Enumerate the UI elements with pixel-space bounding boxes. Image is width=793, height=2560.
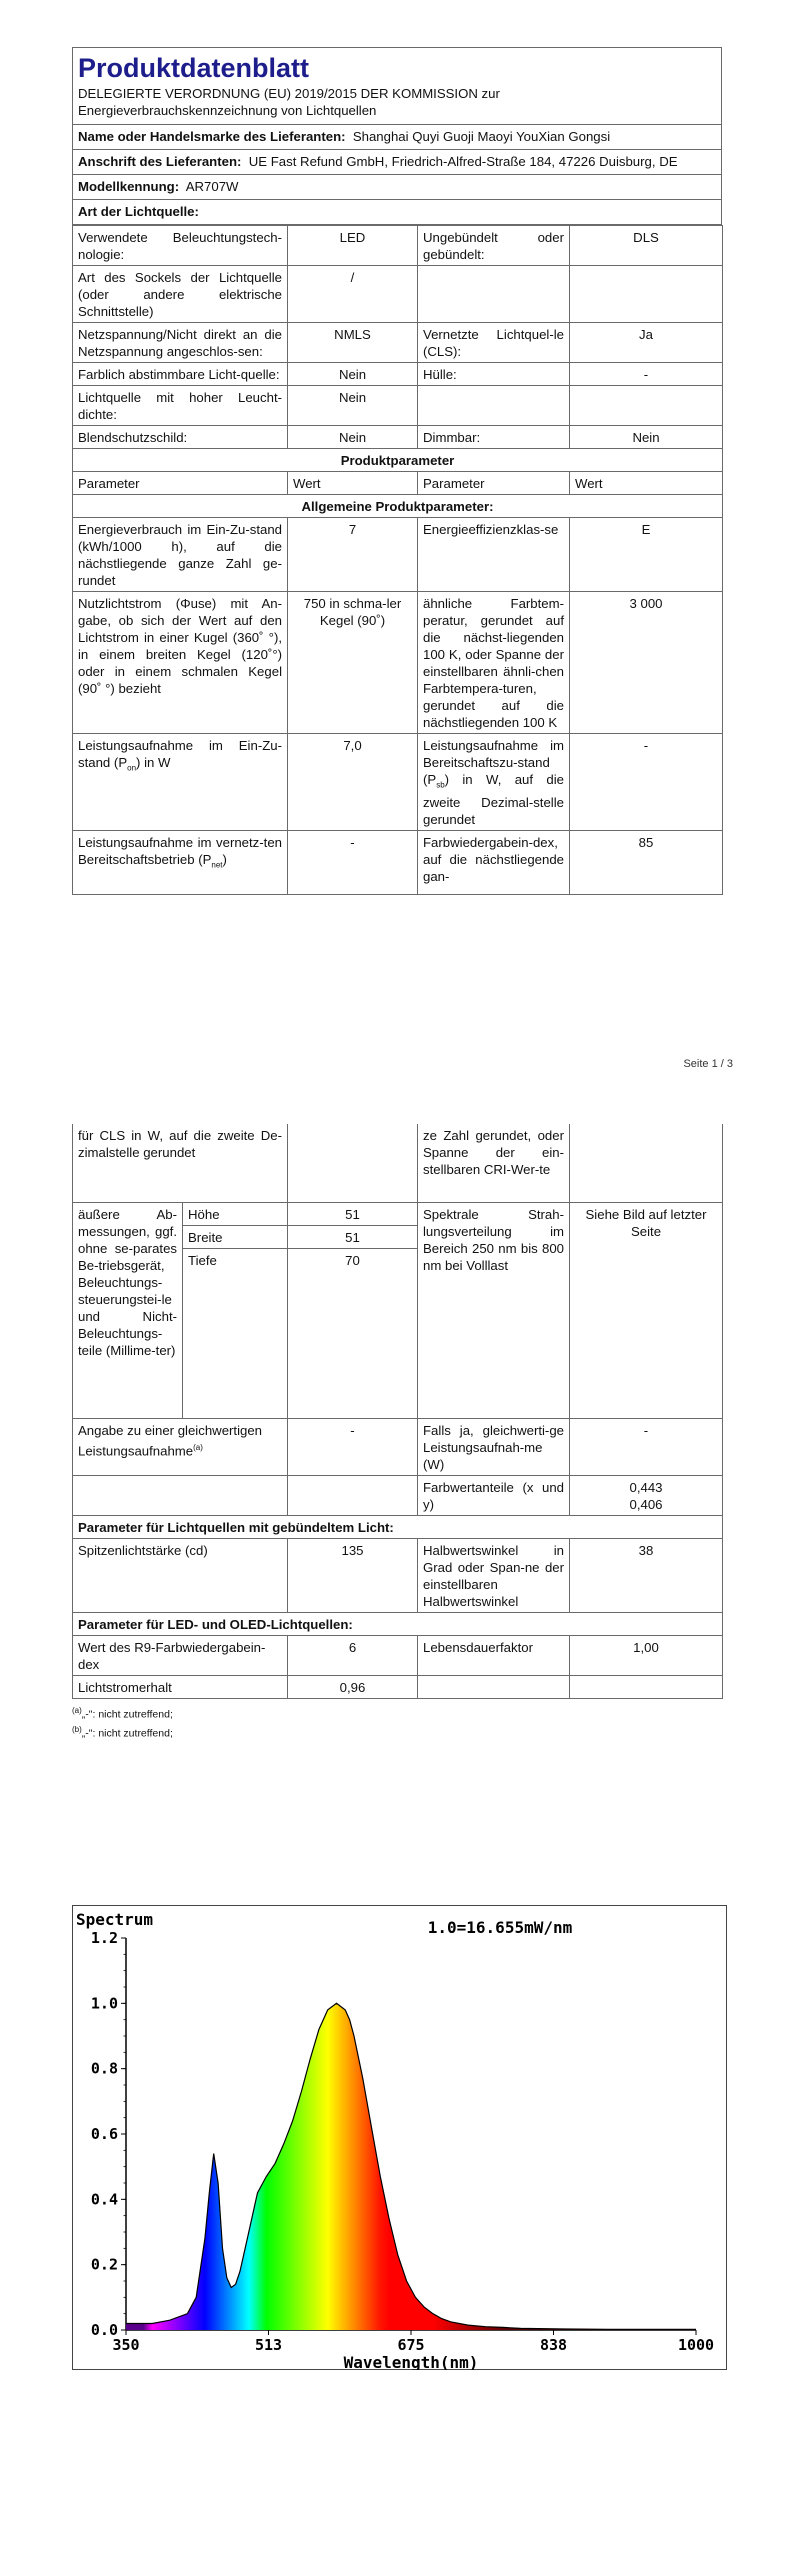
led-parameters-heading: Parameter für LED- und OLED-Lichtquellen: [73,1612,723,1635]
y-tick-label: 0.8 [90,2059,118,2078]
depth-value: 70 [288,1248,418,1418]
spectral-distribution-value: Siehe Bild auf letzter Seite [570,1202,723,1418]
empty-cell [288,1475,418,1515]
y-tick-label: 0.6 [90,2125,118,2143]
type-label [418,386,570,426]
type-value: LED [288,226,418,266]
supplier-address-label: Anschrift des Lieferanten: [78,154,242,169]
useful-flux-value: 750 in schma-ler Kegel (90˚) [288,592,418,734]
width-value: 51 [288,1225,418,1248]
energy-consumption-value: 7 [288,518,418,592]
regulation-line-2: Energieverbrauchskennzeichnung von Lichtquellen [78,103,377,118]
table-row [73,266,723,323]
lumen-maintenance-label: Lichtstromerhalt [73,1675,288,1698]
spectrum-chart-svg [72,1905,727,2370]
type-value: Nein [288,386,418,426]
table-row [73,472,723,495]
page-1 [72,47,722,895]
energy-class-value: E [570,518,723,592]
y-tick-label: 0.4 [90,2190,118,2209]
table-row [73,1635,723,1675]
depth-label: Tiefe [183,1248,288,1418]
page-2 [72,1124,722,1742]
table-row [73,495,723,518]
regulation-line-1: DELEGIERTE VERORDNUNG (EU) 2019/2015 DER KOMMISSION zur [78,86,500,101]
x-axis-label: Wavelength(nm) [343,2353,479,2370]
empty-cell [418,1675,570,1698]
header-block [72,47,722,125]
height-label: Höhe [183,1202,288,1225]
product-parameters-heading: Produktparameter [73,449,723,472]
lumen-maintenance-value: 0,96 [288,1675,418,1698]
type-value: DLS [570,226,723,266]
table-row [73,1475,723,1515]
type-value: - [570,363,723,386]
table-row [73,830,723,894]
spectral-distribution-label: Spektrale Strah-lungsverteilung im Bereich 250 nm bis 800 nm bei Volllast [418,1202,570,1418]
page-title: Produktdatenblatt [78,53,310,83]
r9-label: Wert des R9-Farbwiedergabein-dex [73,1635,288,1675]
empty-cell [570,1675,723,1698]
chart-annotation: 1.0=16.655mW/nm [427,1918,573,1937]
footnote-a: $^{(a)}$„-": nicht zutreffend; [72,1705,173,1720]
r9-value: 6 [288,1635,418,1675]
useful-flux-label: Nutzlichtstrom (Φuse) mit An-gabe, ob sich der Wert auf den Lichtstrom in einer Kugel (360˚ °), in einem breiten Kegel (120˚°) oder in einem schmalen Kegel (90˚ °) bezieht [73,592,288,734]
table-row [73,426,723,449]
y-tick-label: 1.0 [90,1994,118,2013]
type-label: Hülle: [418,363,570,386]
type-label: Ungebündelt oder gebündelt: [418,226,570,266]
type-label: Verwendete Beleuchtungstech-nologie: [73,226,288,266]
y-tick-label: 0.2 [90,2255,118,2274]
lifetime-factor-value: 1,00 [570,1635,723,1675]
on-mode-power-label: Leistungsaufnahme im Ein-Zu-stand $(P_{on})$ in W [73,734,288,831]
networked-standby-label-cont: für CLS in W, auf die zweite De-zimalstelle gerundet [73,1124,288,1202]
peak-intensity-label: Spitzenlichtstärke (cd) [73,1538,288,1612]
light-source-type-heading: Art der Lichtquelle: [72,200,722,225]
type-label: Farblich abstimmbare Licht-quelle: [73,363,288,386]
table-row [73,386,723,426]
chart-title: Spectrum [76,1910,154,1929]
type-value: Nein [288,426,418,449]
on-mode-power-value: 7,0 [288,734,418,831]
table-row [73,1418,723,1475]
empty-cell [288,1124,418,1202]
light-source-type-table [72,225,723,895]
networked-standby-value: - [288,830,418,894]
table-row [73,592,723,734]
x-tick-label: 838 [539,2336,568,2354]
supplier-name-label: Name oder Handelsmarke des Lieferanten: [78,129,346,144]
footnote-b: $^{(b)}$„-": nicht zutreffend; [72,1725,173,1740]
table-row [73,734,723,831]
height-value: 51 [288,1202,418,1225]
beam-angle-label: Halbwertswinkel in Grad oder Span-ne der einstellbaren Halbwertswinkel [418,1538,570,1612]
lifetime-factor-label: Lebensdauerfaktor [418,1635,570,1675]
type-value: / [288,266,418,323]
standby-power-value: - [570,734,723,831]
type-label: Lichtquelle mit hoher Leucht-dichte: [73,386,288,426]
beam-angle-value: 38 [570,1538,723,1612]
table-row [73,363,723,386]
page-number: Seite 1 / 3 [683,1058,733,1070]
chromaticity-label: Farbwertanteile (x und y) [418,1475,570,1515]
y-tick-label: 0.0 [90,2321,118,2339]
x-tick-label: 675 [397,2336,425,2354]
table-row [73,323,723,363]
dimensions-label: äußere Ab-messungen, ggf. ohne se-parates Be-triebsgerät, Beleuchtungs-steuerungstei-le und Nicht-Beleuchtungs-teile (Millime-ter) [73,1202,183,1418]
chromaticity-value [570,1475,723,1515]
type-label: Vernetzte Lichtquel-le (CLS): [418,323,570,363]
model-label: Modellkennung: [78,179,180,194]
x-tick-label: 1000 [677,2336,715,2354]
chromaticity-x: 0,443 [629,1479,663,1495]
energy-class-label: Energieeffizienzklas-se [418,518,570,592]
supplier-address-row [72,150,722,175]
table-row [73,1538,723,1612]
width-label: Breite [183,1225,288,1248]
empty-cell [73,1475,288,1515]
model-value: AR707W [185,179,239,194]
equivalent-power-label: Falls ja, gleichwerti-ge Leistungsaufnah-me (W) [418,1418,570,1475]
column-header: Wert [570,472,723,495]
table-row [73,1202,723,1225]
column-header: Parameter [73,472,288,495]
type-label [418,266,570,323]
table-row [73,226,723,266]
cri-value: 85 [570,830,723,894]
empty-cell [570,1124,723,1202]
table-row [73,449,723,472]
equivalent-power-value: - [570,1418,723,1475]
table-row [73,1612,723,1635]
type-label: Blendschutzschild: [73,426,288,449]
model-row [72,175,722,200]
supplier-address-value: UE Fast Refund GmbH, Friedrich-Alfred-Straße 184, 47226 Duisburg, DE [248,154,678,169]
type-label: Dimmbar: [418,426,570,449]
cri-label-part1: Farbwiedergabein-dex, auf die nächstliegende gan- [418,830,570,894]
chromaticity-y: 0,406 [629,1496,663,1512]
peak-intensity-value: 135 [288,1538,418,1612]
type-label: Netzspannung/Nicht direkt an die Netzspannung angeschlos-sen: [73,323,288,363]
equivalent-power-claim-label: Angabe zu einer gleichwertigen Leistungsaufnahme$^{(a)}$ [73,1418,288,1475]
type-value: Ja [570,323,723,363]
type-value [570,266,723,323]
table-row [73,1124,723,1202]
type-value: Nein [570,426,723,449]
equivalent-power-claim-value: - [288,1418,418,1475]
supplier-name-row [72,125,722,150]
x-tick-label: 350 [112,2336,140,2354]
column-header: Wert [288,472,418,495]
y-tick-label: 1.2 [90,1929,118,1947]
type-value: NMLS [288,323,418,363]
x-tick-label: 513 [254,2336,283,2354]
table-row [73,1675,723,1698]
table-row [73,518,723,592]
type-value [570,386,723,426]
cct-value: 3 000 [570,592,723,734]
general-parameters-heading: Allgemeine Produktparameter: [73,495,723,518]
cct-label: ähnliche Farbtem-peratur, gerundet auf die nächst-liegenden 100 K, oder Spanne der einstellbaren ähnli-chen Farbtempera-turen, gerundet auf die nächstliegenden 100 K [418,592,570,734]
standby-power-label: Leistungsaufnahme im Bereitschaftszu-stand $(P_{sb})$ in W, auf die zweite Dezimal-stelle gerundet [418,734,570,831]
column-header: Parameter [418,472,570,495]
energy-consumption-label: Energieverbrauch im Ein-Zu-stand (kWh/1000 h), auf die nächstliegende ganze Zahl ge-rundet [73,518,288,592]
cri-label-part2: ze Zahl gerundet, oder Spanne der ein-stellbaren CRI-Wer-te [418,1124,570,1202]
parameters-continued-table [72,1124,723,1699]
supplier-name-value: Shanghai Quyi Guoji Maoyi YouXian Gongsi [352,129,611,144]
networked-standby-label: Leistungsaufnahme im vernetz-ten Bereitschaftsbetrieb $(P_{net})$ [73,830,288,894]
type-value: Nein [288,363,418,386]
type-label: Art des Sockels der Lichtquelle (oder andere elektrische Schnittstelle) [73,266,288,323]
spectrum-chart [72,1905,727,2370]
table-row [73,1515,723,1538]
directional-parameters-heading: Parameter für Lichtquellen mit gebündeltem Licht: [73,1515,723,1538]
